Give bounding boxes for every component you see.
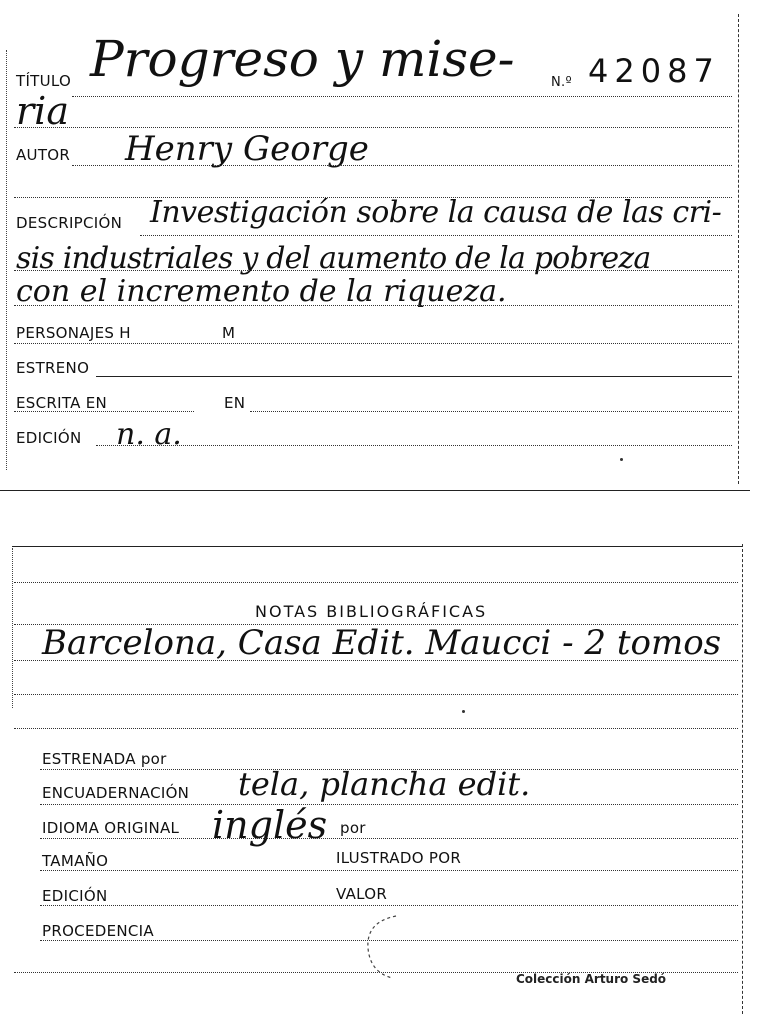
personajes-label: PERSONAJES H: [16, 324, 131, 342]
idioma-line: [40, 838, 738, 839]
edicion-label: EDICIÓN: [16, 429, 82, 447]
escrita-en-label: ESCRITA EN: [16, 394, 108, 412]
card-right-edge: [742, 544, 743, 1014]
ink-speck: [462, 710, 465, 713]
valor-label: VALOR: [336, 885, 388, 903]
card-bottom-edge: [0, 490, 750, 491]
back-card: [0, 540, 759, 1028]
blank-line-1: [14, 582, 738, 583]
numero-value: 42087: [588, 52, 720, 90]
titulo-label: TÍTULO: [16, 72, 72, 90]
titulo-value-cont: ria: [16, 89, 69, 133]
personajes-m-label: M: [222, 324, 236, 342]
estreno-label: ESTRENO: [16, 359, 90, 377]
ink-speck: [620, 458, 623, 461]
encuadernacion-line: [40, 804, 738, 805]
notas-line-1: Barcelona, Casa Edit. Maucci - 2 tomos: [42, 623, 722, 663]
personajes-line: [14, 343, 732, 344]
en-label: EN: [224, 394, 246, 412]
titulo-cont-line: [14, 127, 732, 128]
numero-label: N.º: [551, 75, 572, 90]
en-line: [250, 411, 732, 412]
idioma-value: inglés: [212, 803, 328, 847]
por-label: por: [340, 819, 366, 837]
descripcion-line-2: sis industriales y del aumento de la pobreza: [16, 241, 651, 276]
descripcion-line-1-rule: [140, 235, 732, 236]
estrenada-label: ESTRENADA por: [42, 750, 167, 768]
edicion-value: n. a.: [116, 417, 182, 452]
card-left-edge: [6, 50, 7, 470]
encuadernacion-label: ENCUADERNACIÓN: [42, 784, 190, 802]
collection-credit: Colección Arturo Sedó: [516, 972, 667, 986]
descripcion-line-3-rule: [14, 305, 732, 306]
descripcion-label: DESCRIPCIÓN: [16, 214, 123, 232]
card-left-edge: [12, 548, 13, 708]
estreno-line: [96, 376, 732, 377]
descripcion-line-2-rule: [14, 270, 732, 271]
notas-line-3-rule: [14, 728, 738, 729]
edicion-line: [40, 905, 738, 906]
notas-line-1-rule: [14, 660, 738, 661]
card-right-edge: [738, 14, 739, 484]
ilustrado-label: ILUSTRADO POR: [336, 849, 462, 867]
idioma-label: IDIOMA ORIGINAL: [42, 819, 180, 837]
escrita-line: [14, 411, 194, 412]
notas-heading: NOTAS BIBLIOGRÁFICAS: [255, 602, 488, 621]
tamano-line: [40, 870, 738, 871]
autor-label: AUTOR: [16, 146, 71, 164]
titulo-line: [72, 96, 732, 97]
edicion-label: EDICIÓN: [42, 887, 108, 905]
edicion-line: [96, 445, 732, 446]
descripcion-line-3: con el incremento de la riqueza.: [16, 274, 507, 309]
card-top-edge: [12, 546, 742, 547]
tamano-label: TAMAÑO: [42, 852, 109, 870]
titulo-value: Progreso y mise-: [90, 30, 515, 88]
descripcion-line-1: Investigación sobre la causa de las cri-: [150, 195, 722, 230]
autor-line: [72, 165, 732, 166]
autor-value: Henry George: [125, 129, 369, 169]
encuadernacion-value: tela, plancha edit.: [238, 765, 531, 803]
procedencia-label: PROCEDENCIA: [42, 922, 154, 940]
front-card: [0, 0, 759, 492]
notas-line-2-rule: [14, 694, 738, 695]
